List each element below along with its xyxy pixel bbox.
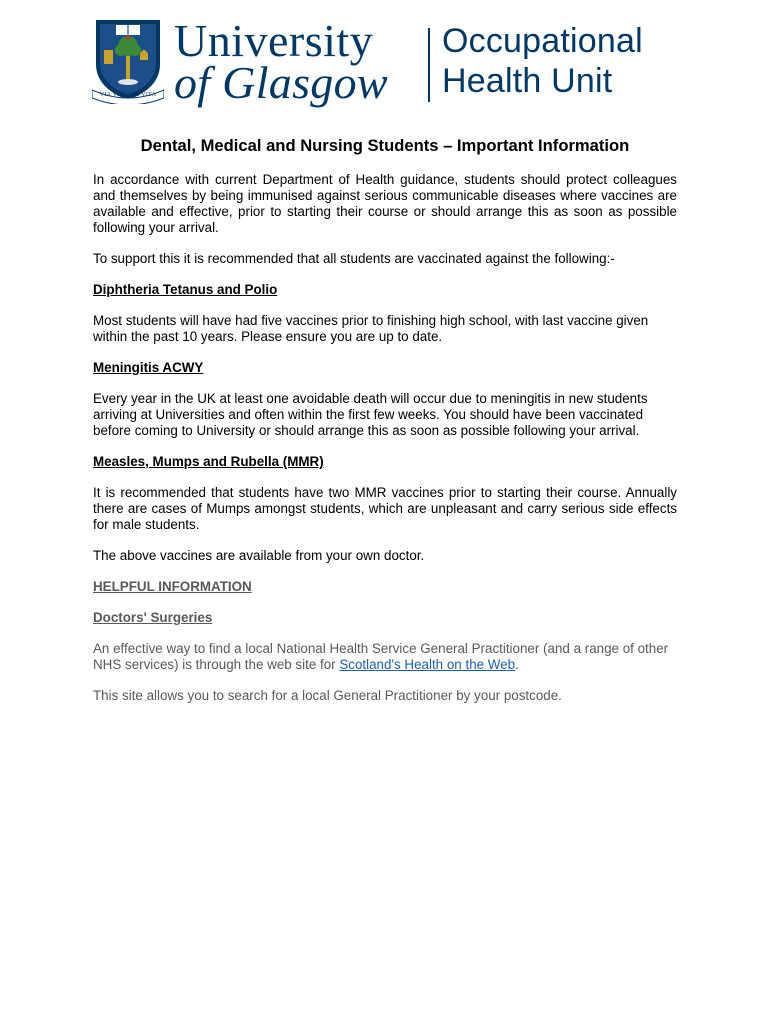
intro-paragraph: In accordance with current Department of Health guidance, students should protect colleagues and themselves by being immunised against serious communicable diseases where vaccines are available and effective, prior to starting their course or should arrange this as soon as possible following your arrival. [93,172,677,235]
university-wordmark [174,15,388,108]
wordmark-of-glasgow: of Glasgow [174,57,388,108]
section-heading-mmr: Measles, Mumps and Rubella (MMR) [93,454,324,469]
scotlands-health-link[interactable]: Scotland's Health on the Web [339,657,516,672]
available-paragraph: The above vaccines are available from your own doctor. [93,548,425,563]
section-heading-dtp: Diphtheria Tetanus and Polio [93,282,278,297]
wordmark-health-unit: Health Unit [442,62,613,100]
section-body-dtp: Most students will have had five vaccines prior to finishing high school, with last vaccine given within the past 10 years. Please ensure you are up to date. [93,313,649,344]
wordmark-occupational: Occupational [442,22,643,60]
doctors-text-end: . [515,657,519,672]
doctors-paragraph [93,641,677,673]
section-heading-meningitis: Meningitis ACWY [93,360,204,375]
search-paragraph: This site allows you to search for a local General Practitioner by your postcode. [93,688,562,703]
unit-wordmark [442,24,643,98]
crest-motto: VIA VERITAS VITA [99,92,157,98]
support-paragraph: To support this it is recommended that all students are vaccinated against the following:- [93,251,615,266]
helpful-information-heading: HELPFUL INFORMATION [93,579,252,594]
letterhead [92,14,692,106]
section-body-mmr: It is recommended that students have two MMR vaccines prior to starting their course. Annually there are cases of Mumps amongst students, which are unpleasant and carry serious side effects for male students. [93,485,677,532]
document-body [93,136,677,719]
section-body-meningitis: Every year in the UK at least one avoidable death will occur due to meningitis in new students arriving at Universities and often within the first few weeks. You should have been vaccinated before coming to University or should arrange this as soon as possible following your arrival. [93,391,648,438]
university-crest-logo [92,16,164,104]
crest-icon [92,16,164,104]
document-title: Dental, Medical and Nursing Students – Important Information [140,136,630,155]
doctors-surgeries-heading: Doctors' Surgeries [93,610,213,625]
doctors-text: An effective way to find a local National Health Service General Practitioner (and a range of other NHS services) is through the web site for [93,641,669,672]
header-divider [428,28,430,102]
wordmark-university: University [174,15,374,66]
